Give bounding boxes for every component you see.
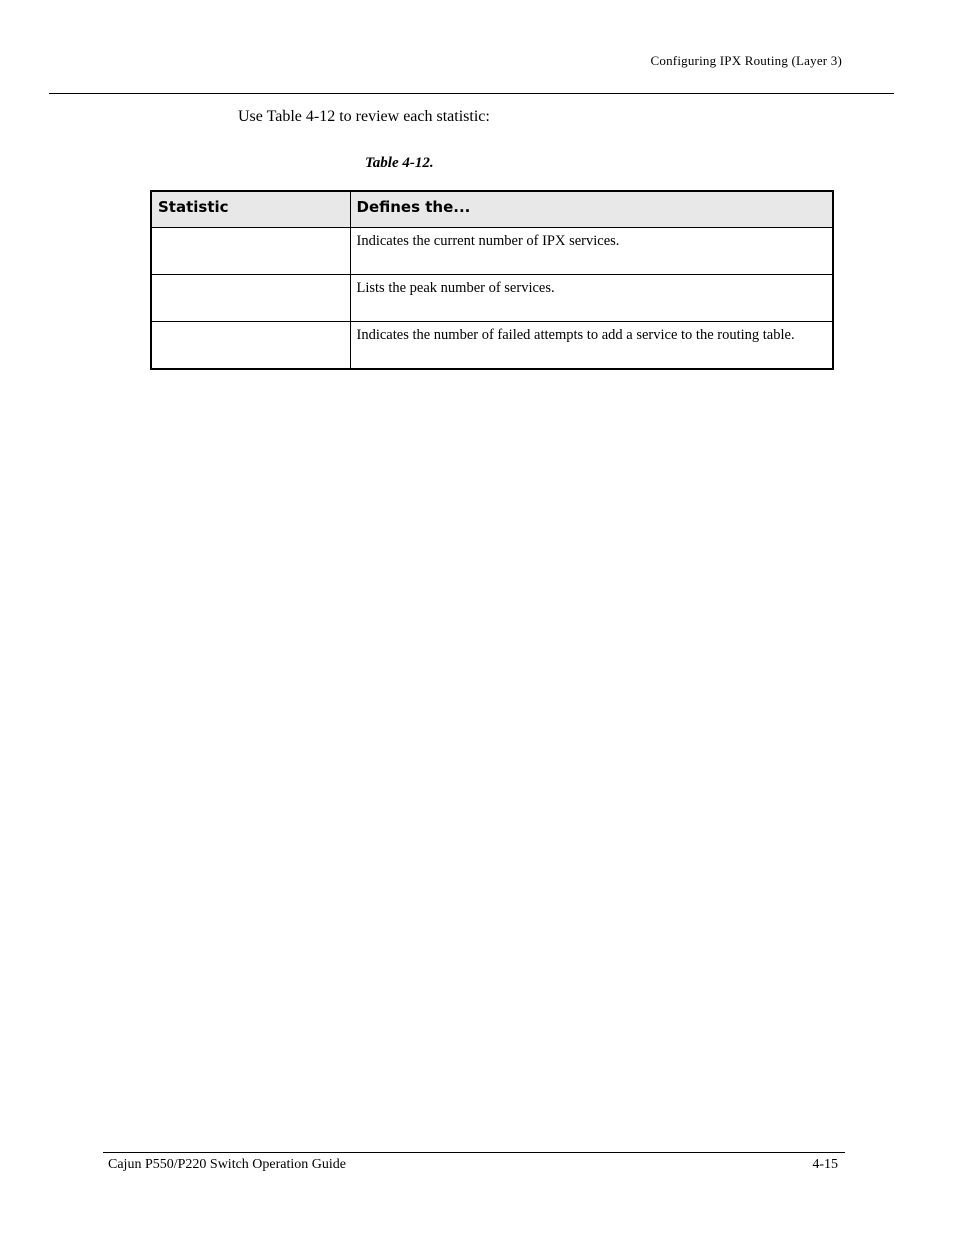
table-caption: Table 4-12. [365, 155, 434, 171]
footer-rule [103, 1152, 845, 1153]
running-head: Configuring IPX Routing (Layer 3) [650, 53, 842, 68]
statistics-table [150, 190, 834, 370]
definition-cell: Lists the peak number of services. [350, 275, 833, 322]
column-header-definition: Defines the... [350, 191, 833, 228]
definition-cell: Indicates the number of failed attempts to add a service to the routing table. [350, 322, 833, 370]
statistic-cell [151, 228, 350, 275]
footer-title: Cajun P550/P220 Switch Operation Guide [108, 1157, 346, 1172]
column-header-statistic: Statistic [151, 191, 350, 228]
intro-paragraph: Use Table 4-12 to review each statistic: [238, 108, 490, 125]
statistic-cell [151, 275, 350, 322]
table-row [151, 275, 833, 322]
table-row [151, 322, 833, 370]
page-number: 4-15 [812, 1157, 838, 1172]
table-header-row [151, 191, 833, 228]
statistic-cell [151, 322, 350, 370]
table-row [151, 228, 833, 275]
definition-cell: Indicates the current number of IPX services. [350, 228, 833, 275]
header-rule [49, 93, 894, 94]
